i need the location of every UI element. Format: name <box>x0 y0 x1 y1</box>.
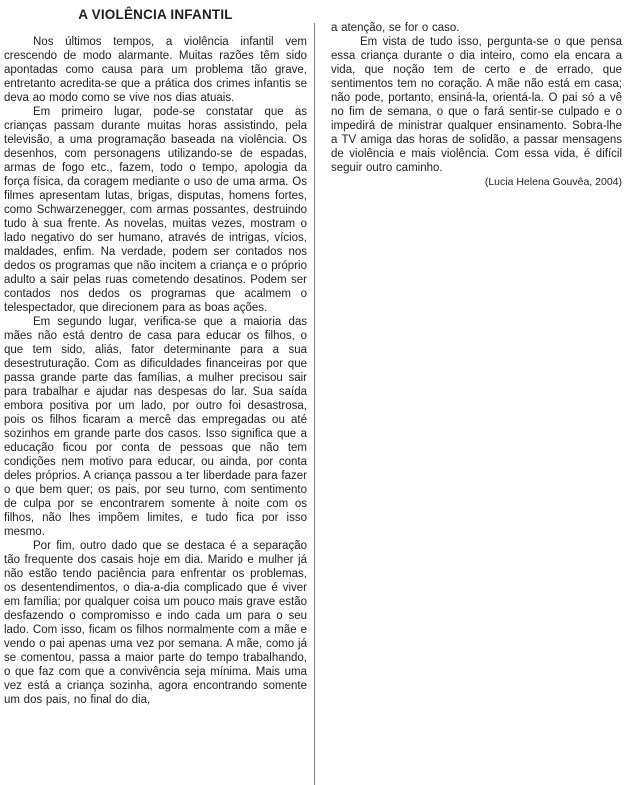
paragraph: Em vista de tudo isso, pergunta-se o que pensa essa criança durante o dia inteiro, como ela encara a vida, que noção tem de certo e de errado, que sentimentos tem no coração. A mãe não está em casa; não pode, portanto, ensiná-la, orientá-la. O pai só a vê no fim de semana, o que o fará sentir-se culpado e o impedirá de ministrar qualquer ensinamento. Sobra-lhe a TV amiga das horas de solidão, a passar mensagens de violência e mais violência. Com essa vida, é difícil seguir outro caminho. <box>331 36 622 174</box>
paragraph: Em primeiro lugar, pode-se constatar que as crianças passam durante muitas horas assistindo, pela televisão, a uma programação baseada na violência. Os desenhos, com personagens utilizando-se de espadas, armas de fogo etc., fazem, todo o tempo, apologia da força física, da coragem mediante o uso de uma arma. Os filmes apresentam lutas, brigas, disputas, homens fortes, como Schwarzenegger, com armas possantes, destruindo tudo à sua frente. As novelas, muitas vezes, mostram o lado negativo do ser humano, através de intrigas, vícios, maldades, enfim. Na verdade, podem ser contados nos dedos os programas que não incitem a criança e o próprio adulto a sair pelas ruas cometendo desatinos. Podem ser contados nos dedos os programas que acalmem o telespectador, que direcionem para as boas ações. <box>4 106 307 314</box>
paragraph: a atenção, se for o caso. <box>331 22 460 34</box>
right-column <box>331 21 622 189</box>
left-column <box>4 7 307 707</box>
page-title: A VIOLÊNCIA INFANTIL <box>78 7 233 22</box>
column-divider <box>314 23 315 785</box>
attribution: (Lucia Helena Gouvêa, 2004) <box>484 176 622 188</box>
right-column-text <box>331 21 622 175</box>
left-column-text <box>4 35 307 707</box>
paragraph: Em segundo lugar, verifica-se que a maioria das mães não está dentro de casa para educar os filhos, o que tem sido, aliás, fator determinante para a sua desestruturação. Com as dificuldades financeiras por que passa grande parte das famílias, a mulher precisou sair para trabalhar e ajudar nas despesas do lar. Sua saída embora positiva por um lado, por outro foi desastrosa, pois os filhos ficaram a mercê das empregadas ou até sozinhos em grande parte dos casos. Isso significa que a educação ficou por conta de pessoas que não tem condições nem motivo para educar, ou ainda, por conta deles próprios. A criança passou a ter liberdade para fazer o que bem quer; os pais, por seu turno, com sentimento de culpa por se encontrarem somente à noite com os filhos, não lhes impõem limites, e tudo fica por isso mesmo. <box>4 316 307 538</box>
paragraph: Por fim, outro dado que se destaca é a separação tão frequente dos casais hoje em dia. Marido e mulher já não estão tendo paciência para enfrentar os problemas, os desentendimentos, o dia-a-dia complicado que é viver em família; por qualquer coisa um pouco mais grave estão desfazendo o compromisso e indo cada um para o seu lado. Com isso, ficam os filhos normalmente com a mãe e vendo o pai apenas uma vez por semana. A mãe, como já se comentou, passa a maior parte do tempo trabalhando, o que faz com que a convivência seja mínima. Mais uma vez está a criança sozinha, agora encontrando somente um dos pais, no final do dia, <box>4 540 308 706</box>
paragraph: Nos últimos tempos, a violência infantil vem crescendo de modo alarmante. Muitas razões têm sido apontadas como causa para um problema tão grave, entretanto acredita-se que a prática dos crimes infantis se deva ao modo como se vive nos dias atuais. <box>4 36 307 104</box>
